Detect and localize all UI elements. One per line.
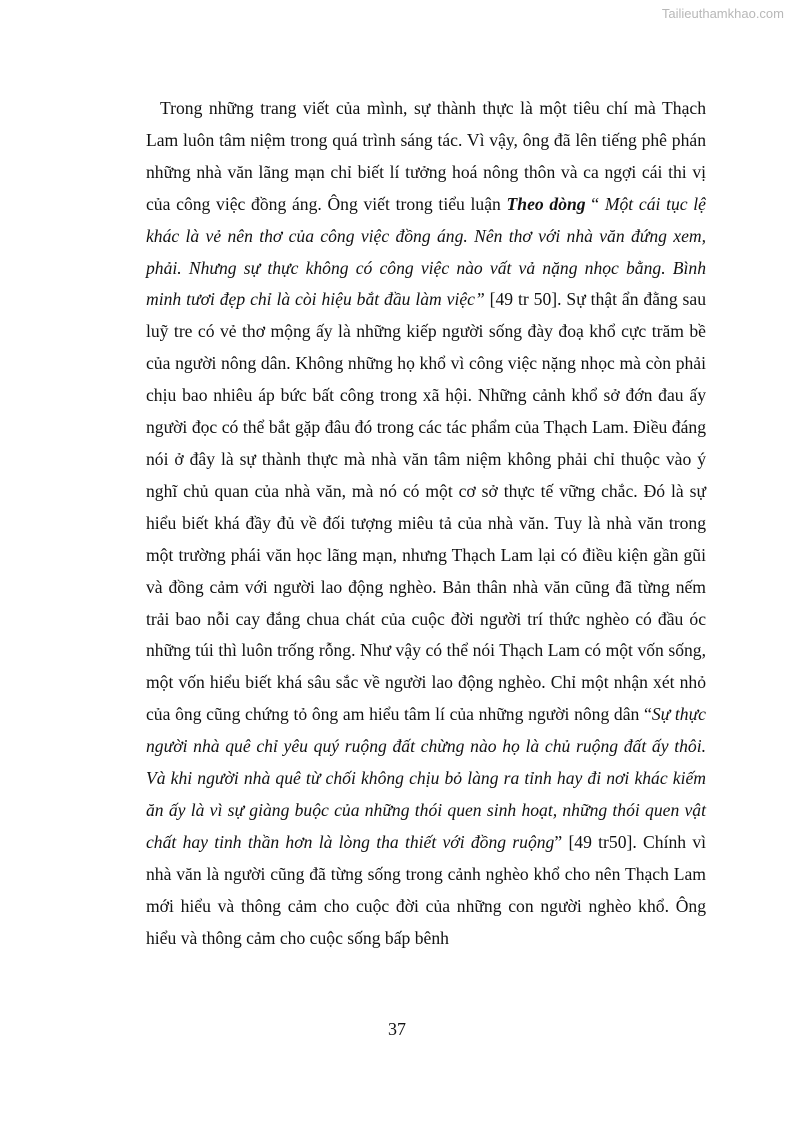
text-segment: ” [49 tr50]. Chính vì nhà văn là người cũng đã từng sống trong cảnh nghèo khổ cho nên Thạch Lam mới hiểu và thông cảm cho cuộc đời của những con người nghèo khổ. Ông hiểu và thông cảm cho cuộc sống bấp bênh <box>146 831 707 948</box>
quote-1: Một cái tục lệ khác là vẻ nên thơ của công việc đồng áng. Nên thơ với nhà văn đứng xem, phải. Nhưng sự thực không có công việc nào vất vả nặng nhọc bằng. Bình minh tươi đẹp chỉ là còi hiệu bắt đầu làm việc” <box>146 193 706 310</box>
quote-2: Sự thực người nhà quê chỉ yêu quý ruộng đất chừng nào họ là chủ ruộng đất ấy thôi. Và khi người nhà quê từ chối không chịu bỏ làng ra tỉnh hay đi nơi khác kiếm ăn ấy là vì sự giàng buộc của những thói quen sinh hoạt, những thói quen vật chất hay tinh thần hơn là lòng tha thiết với đồng ruộng <box>146 704 706 852</box>
essay-title: Theo dòng <box>506 193 586 214</box>
page-number: 37 <box>388 1019 406 1039</box>
text-segment: [49 tr 50]. Sự thật ẩn đằng sau luỹ tre có vẻ thơ mộng ấy là những kiếp người sống đày đoạ khổ cực trăm bề của người nông dân. Không những họ khổ vì công việc nặng nhọc mà còn phải chịu bao nhiêu áp bức bất công trong xã hội. Những cảnh khổ sở đớn đau ấy người đọc có thể bắt gặp đâu đó trong các tác phẩm của Thạch Lam. Điều đáng nói ở đây là sự thành thực mà nhà văn tâm niệm không phải chỉ thuộc vào ý nghĩ chủ quan của nhà văn, mà nó có một cơ sở thực tế vững chắc. Đó là sự hiểu biết khá đầy đủ về đối tượng miêu tả của nhà văn. Tuy là nhà văn trong một trường phái văn học lãng mạn, nhưng Thạch Lam lại có điều kiện gần gũi và đồng cảm với người lao động nghèo. Bản thân nhà văn cũng đã từng nếm trải bao nỗi cay đắng chua chát của cuộc đời người trí thức nghèo có đầu óc những túi thì luôn trống rỗng. Như vậy có thể nói Thạch Lam có một vốn sống, một vốn hiểu biết khá sâu sắc về người lao động nghèo. Chỉ một nhận xét nhỏ của ông cũng chứng tỏ ông am hiểu tâm lí của những người nông dân “ <box>146 289 706 725</box>
text-segment: Trong những trang viết của mình, sự thành thực là một tiêu chí mà Thạch Lam luôn tâm niệm trong quá trình sáng tác. Vì vậy, ông đã lên tiếng phê phán những nhà văn lãng mạn chỉ biết lí tưởng hoá nông thôn và ca ngợi cái thi vị của công việc đồng áng. Ông viết trong tiểu luận <box>146 98 706 214</box>
body-text <box>146 93 706 954</box>
paragraph <box>146 93 706 954</box>
watermark: Tailieuthamkhao.com <box>661 6 784 21</box>
text-segment: “ <box>585 193 605 214</box>
